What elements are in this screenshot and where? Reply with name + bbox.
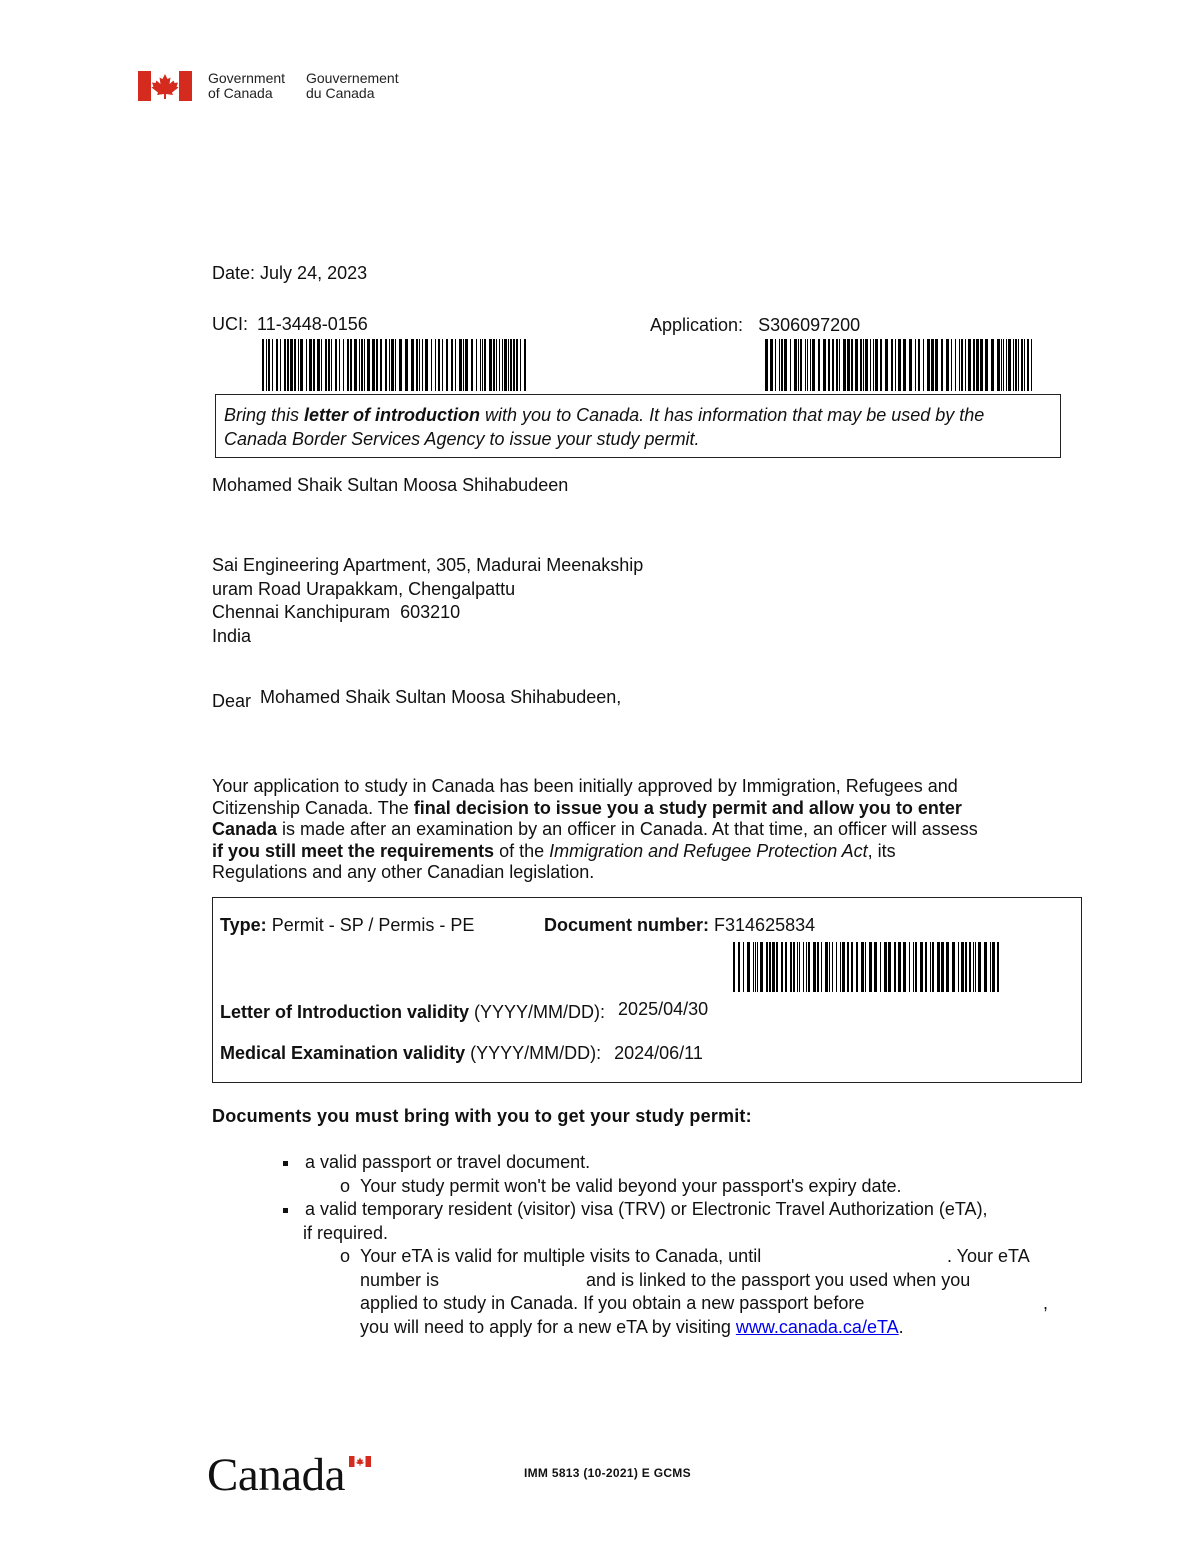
medical-validity: Medical Examination validity (YYYY/MM/DD): 2024/06/11 (220, 1043, 703, 1063)
medical-validity-value: 2024/06/11 (614, 1043, 703, 1063)
barcode-bar (367, 339, 370, 391)
barcode-bar (800, 339, 802, 391)
barcode-bar (843, 339, 846, 391)
barcode-bar (524, 339, 526, 391)
document-number-value: F314625834 (714, 915, 816, 935)
barcode-bar (262, 339, 264, 391)
barcode-bar (1015, 339, 1017, 391)
barcode-bar (869, 942, 872, 992)
barcode-bar (836, 942, 837, 992)
barcode-bar (784, 339, 787, 391)
barcode-bar (909, 339, 912, 391)
barcode-bar (990, 942, 991, 992)
barcode-bar (992, 942, 995, 992)
barcode-bar (978, 942, 981, 992)
barcode-bar (738, 942, 740, 992)
barcode-bar (339, 339, 340, 391)
barcode-bar (812, 339, 815, 391)
uci-label: UCI: (212, 314, 248, 334)
barcode-bar (946, 942, 949, 992)
approval-paragraph: Your application to study in Canada has been initially approved by Immigration, Refugees and Citizenship Canada. The final decision to issue you a study permit and allow you to enter Canada is made after an examination by an officer in Canada. At that time, an officer will assess if you still meet the requirements of the Immigration and Refugee Protection Act, its Regulations and any other Canadian legislation. (212, 776, 978, 882)
barcode-bar (493, 339, 495, 391)
barcode-bar (298, 339, 299, 391)
barcode-bar (952, 942, 955, 992)
barcode-bar (810, 339, 811, 391)
application-barcode (765, 339, 1035, 391)
barcode-bar (354, 339, 357, 391)
barcode-bar (516, 339, 518, 391)
documents-list: a valid passport or travel document. o Your study permit won't be valid beyond your passport's expiry date. a valid temporary resident (visitor) visa (TRV) or Electronic Travel Authorization (eTA), if required. o Your eTA is valid for multiple visits to Canada, until . Your eTA number is and is linked to the passport you used when you applied to study in Canada. If you obtain a new passport before , you will need to apply for a new eTA by visiting www.canada.ca/eTA. (283, 1151, 1083, 1339)
barcode-bar (1008, 339, 1011, 391)
barcode-bar (380, 339, 382, 391)
barcode-bar (471, 339, 473, 391)
barcode-bar (856, 942, 858, 992)
barcode-bar (884, 942, 887, 992)
uci-line (212, 313, 368, 335)
barcode-bar (817, 942, 819, 992)
barcode-bar (325, 339, 327, 391)
barcode-bar (359, 339, 360, 391)
barcode-bar (927, 339, 930, 391)
barcode-bar (781, 339, 783, 391)
barcode-bar (328, 339, 330, 391)
barcode-bar (855, 339, 858, 391)
application-label: Application: (650, 315, 744, 335)
barcode-bar (790, 942, 792, 992)
date-line (212, 262, 367, 284)
document-number (544, 914, 815, 936)
barcode-bar (829, 942, 830, 992)
barcode-bar (484, 339, 486, 391)
barcode-bar (969, 942, 971, 992)
government-fr-line1: Gouvernement (306, 70, 399, 86)
barcode-bar (980, 339, 983, 391)
application-value: S306097200 (758, 315, 861, 335)
barcode-bar (372, 339, 375, 391)
barcode-bar (306, 339, 307, 391)
barcode-bar (335, 339, 337, 391)
barcode-bar (1031, 339, 1032, 391)
barcode-bar (422, 339, 423, 391)
barcode-bar (821, 942, 822, 992)
barcode-bar (793, 942, 795, 992)
barcode-bar (941, 339, 943, 391)
barcode-bar (343, 339, 344, 391)
barcode-bar (435, 339, 436, 391)
form-code: IMM 5813 (10-2021) E GCMS (524, 1466, 691, 1480)
barcode-bar (874, 942, 877, 992)
barcode-bar (903, 942, 906, 992)
bullet-icon (283, 1208, 288, 1213)
barcode-bar (865, 942, 866, 992)
barcode-bar (775, 339, 776, 391)
list-item: a valid temporary resident (visitor) visa (TRV) or Electronic Travel Authorization (eTA), (283, 1198, 1083, 1222)
barcode-bar (925, 942, 927, 992)
barcode-bar (411, 339, 414, 391)
recipient-address: Sai Engineering Apartment, 305, Madurai Meenakship uram Road Urapakkam, Chengalpattu Chennai Kanchipuram 603210 India (212, 555, 644, 646)
barcode-bar (959, 339, 960, 391)
barcode-bar (937, 942, 940, 992)
barcode-bar (847, 339, 850, 391)
barcode-bar (419, 339, 420, 391)
barcode-bar (405, 339, 408, 391)
barcode-bar (880, 942, 881, 992)
barcode-bar (955, 339, 956, 391)
application-line (650, 314, 860, 336)
barcode-bar (828, 339, 830, 391)
barcode-bar (455, 339, 456, 391)
barcode-bar (794, 339, 797, 391)
barcode-bar (508, 339, 509, 391)
barcode-bar (476, 339, 477, 391)
barcode-bar (290, 339, 293, 391)
barcode-bar (772, 942, 775, 992)
barcode-bar (489, 339, 492, 391)
barcode-bar (287, 339, 289, 391)
barcode-bar (1024, 339, 1025, 391)
barcode-bar (779, 339, 780, 391)
barcode-bar (361, 339, 363, 391)
barcode-bar (769, 942, 771, 992)
barcode-bar (825, 942, 828, 992)
barcode-bar (272, 339, 273, 391)
introduction-notice: Bring this letter of introduction with you to Canada. It has information that may be used by the Canada Border Services Agency to issue your study permit. (215, 394, 1061, 458)
barcode-bar (958, 942, 959, 992)
canada-flag-icon (138, 71, 192, 101)
barcode-bar (823, 339, 826, 391)
barcode-bar (743, 942, 744, 992)
barcode-bar (765, 339, 768, 391)
barcode-bar (976, 339, 979, 391)
barcode-bar (790, 339, 791, 391)
barcode-bar (985, 339, 988, 391)
permit-type-label: Type: (220, 915, 267, 935)
barcode-bar (805, 339, 806, 391)
barcode-bar (997, 942, 999, 992)
barcode-bar (266, 339, 267, 391)
barcode-bar (268, 339, 270, 391)
barcode-bar (399, 339, 402, 391)
barcode-bar (885, 339, 888, 391)
barcode-bar (1006, 339, 1007, 391)
barcode-bar (807, 339, 808, 391)
barcode-bar (836, 339, 838, 391)
barcode-bar (770, 339, 773, 391)
barcode-bar (502, 339, 503, 391)
barcode-bar (1013, 339, 1014, 391)
barcode-bar (499, 339, 500, 391)
barcode-bar (1003, 339, 1004, 391)
barcode-bar (294, 339, 296, 391)
barcode-bar (997, 339, 1000, 391)
barcode-bar (973, 942, 974, 992)
loi-validity: Letter of Introduction validity (YYYY/MM/DD): 2025/04/30 (220, 999, 709, 1022)
barcode-bar (733, 942, 735, 992)
government-en-line1: Government (208, 70, 286, 86)
barcode-bar (931, 339, 934, 391)
barcode-bar (482, 339, 483, 391)
document-number-barcode (733, 942, 1003, 992)
barcode-bar (968, 339, 971, 391)
barcode-bar (776, 942, 778, 992)
government-signature (138, 70, 418, 104)
eta-link[interactable]: www.canada.ca/eTA (735, 1316, 899, 1337)
barcode-bar (459, 339, 462, 391)
permit-type-value: Permit - SP / Permis - PE (271, 915, 475, 935)
barcode-bar (496, 339, 497, 391)
barcode-bar (431, 339, 432, 391)
barcode-bar (873, 339, 874, 391)
barcode-bar (747, 942, 750, 992)
barcode-bar (1001, 339, 1002, 391)
barcode-bar (313, 339, 315, 391)
barcode-bar (946, 339, 949, 391)
list-item: a valid passport or travel document. (283, 1151, 1083, 1175)
barcode-bar (898, 339, 901, 391)
barcode-bar (446, 339, 448, 391)
barcode-bar (1018, 339, 1019, 391)
salutation (212, 686, 622, 711)
barcode-bar (832, 339, 834, 391)
list-item: o Your study permit won't be valid beyond your passport's expiry date. (340, 1175, 902, 1196)
barcode-bar (350, 339, 352, 391)
barcode-bar (975, 942, 976, 992)
documents-heading: Documents you must bring with you to get your study permit: (212, 1106, 752, 1126)
barcode-bar (915, 942, 917, 992)
barcode-bar (851, 942, 853, 992)
date-label: Date: (212, 263, 256, 283)
barcode-bar (875, 339, 878, 391)
barcode-bar (903, 339, 906, 391)
barcode-bar (797, 942, 798, 992)
barcode-bar (880, 339, 882, 391)
barcode-bar (395, 339, 396, 391)
barcode-bar (385, 339, 387, 391)
barcode-bar (840, 942, 841, 992)
barcode-bar (965, 942, 967, 992)
barcode-bar (851, 339, 853, 391)
barcode-bar (951, 339, 952, 391)
barcode-bar (280, 339, 281, 391)
barcode-bar (973, 339, 975, 391)
barcode-bar (863, 339, 864, 391)
barcode-bar (865, 339, 868, 391)
barcode-bar (965, 339, 966, 391)
barcode-bar (309, 339, 312, 391)
barcode-bar (923, 339, 924, 391)
government-fr-line2: du Canada (306, 85, 375, 101)
barcode-bar (416, 339, 418, 391)
barcode-bar (918, 339, 920, 391)
barcode-bar (932, 942, 934, 992)
barcode-bar (839, 339, 840, 391)
barcode-bar (376, 339, 378, 391)
barcode-bar (300, 339, 303, 391)
canada-wordmark: Canada (207, 1452, 345, 1498)
barcode-bar (781, 942, 783, 992)
barcode-bar (321, 339, 322, 391)
barcode-bar (803, 942, 804, 992)
government-en-line2: of Canada (208, 85, 273, 101)
barcode-bar (991, 339, 994, 391)
barcode-bar (753, 942, 754, 992)
barcode-bar (1027, 339, 1029, 391)
barcode-bar (961, 339, 963, 391)
barcode-bar (284, 339, 286, 391)
barcode-bar (480, 339, 481, 391)
barcode-bar (347, 339, 349, 391)
barcode-bar (842, 942, 845, 992)
barcode-bar (799, 942, 800, 992)
barcode-bar (961, 942, 964, 992)
barcode-bar (364, 339, 365, 391)
barcode-bar (276, 339, 278, 391)
barcode-bar (808, 942, 810, 992)
barcode-bar (391, 339, 394, 391)
barcode-bar (941, 942, 944, 992)
barcode-bar (832, 942, 833, 992)
loi-validity-value: 2025/04/30 (618, 999, 709, 1019)
barcode-bar (317, 339, 320, 391)
barcode-bar (755, 942, 756, 992)
salutation-name: Mohamed Shaik Sultan Moosa Shihabudeen, (260, 687, 622, 707)
barcode-bar (891, 339, 893, 391)
uci-barcode (262, 339, 530, 391)
barcode-bar (389, 339, 390, 391)
barcode-bar (888, 942, 891, 992)
document-number-label: Document number: (544, 915, 710, 935)
barcode-bar (920, 942, 923, 992)
wordmark-flag-icon (349, 1456, 371, 1467)
barcode-bar (895, 339, 896, 391)
barcode-bar (913, 942, 914, 992)
barcode-bar (984, 942, 987, 992)
bullet-icon (283, 1161, 288, 1166)
barcode-bar (894, 942, 896, 992)
barcode-bar (935, 339, 938, 391)
barcode-bar (510, 339, 512, 391)
barcode-bar (915, 339, 916, 391)
date-value: July 24, 2023 (260, 263, 368, 283)
barcode-bar (818, 339, 820, 391)
barcode-bar (331, 339, 332, 391)
barcode-bar (930, 942, 931, 992)
barcode-bar (465, 339, 468, 391)
barcode-bar (813, 942, 816, 992)
recipient-name: Mohamed Shaik Sultan Moosa Shihabudeen (212, 475, 569, 495)
barcode-bar (870, 339, 871, 391)
barcode-bar (442, 339, 443, 391)
barcode-bar (760, 942, 763, 992)
barcode-bar (520, 339, 521, 391)
barcode-bar (1021, 339, 1023, 391)
salutation-label: Dear (212, 691, 252, 711)
barcode-bar (451, 339, 453, 391)
barcode-bar (860, 339, 862, 391)
uci-value: 11-3448-0156 (257, 314, 368, 334)
permit-type (220, 914, 474, 936)
barcode-bar (847, 942, 849, 992)
barcode-bar (463, 339, 464, 391)
barcode-bar (504, 339, 507, 391)
barcode-bar (806, 942, 807, 992)
barcode-bar (757, 942, 758, 992)
barcode-bar (785, 942, 787, 992)
barcode-bar (766, 942, 768, 992)
barcode-bar (513, 339, 515, 391)
barcode-bar (909, 942, 910, 992)
barcode-bar (438, 339, 440, 391)
notice-emphasis: letter of introduction (304, 405, 481, 425)
barcode-bar (861, 942, 864, 992)
list-item: o Your eTA is valid for multiple visits to Canada, until . Your eTA (340, 1246, 1030, 1266)
barcode-bar (425, 339, 428, 391)
barcode-bar (798, 339, 799, 391)
barcode-bar (898, 942, 901, 992)
